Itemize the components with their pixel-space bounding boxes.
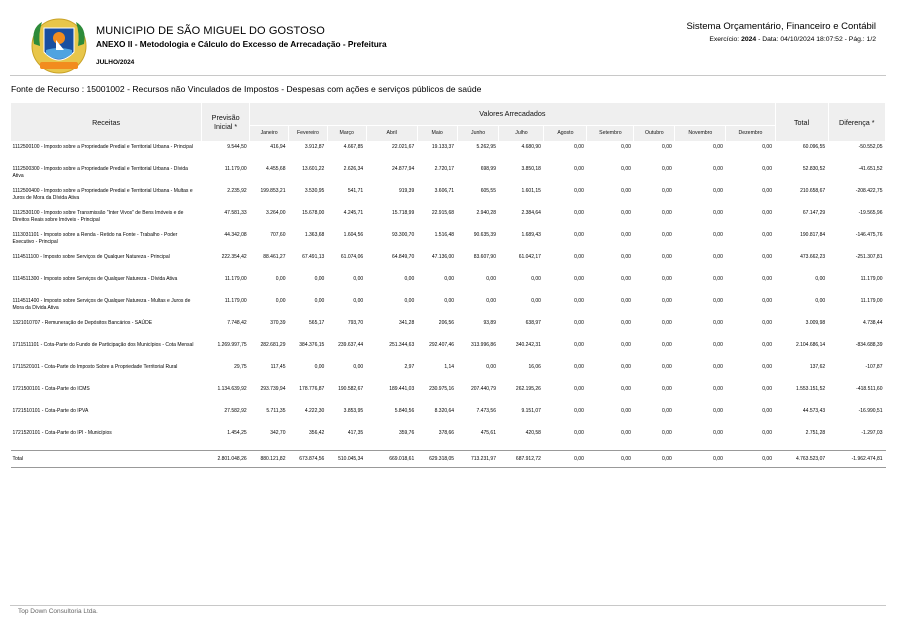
month-value: 0,00 — [762, 276, 772, 282]
month-value: 707,60 — [270, 232, 286, 238]
month-value: 0,00 — [713, 232, 723, 238]
month-value: 0,00 — [762, 232, 772, 238]
month-value: 0,00 — [574, 276, 584, 282]
diferenca-value: -16.990,51 — [858, 408, 883, 414]
col-month: Outubro — [634, 125, 675, 141]
month-value: 0,00 — [662, 144, 672, 150]
month-value: 1,14 — [444, 364, 455, 370]
data-label: - Data: — [758, 36, 779, 43]
col-total: Total — [775, 103, 828, 142]
month-value: 0,00 — [486, 276, 496, 282]
month-value: 340.242,31 — [515, 342, 541, 348]
col-month: Junho — [457, 125, 499, 141]
month-value: 206,56 — [438, 320, 455, 326]
month-value: 0,00 — [574, 188, 584, 194]
month-value: 239.637,44 — [338, 342, 364, 348]
month-value: 0,00 — [762, 342, 772, 348]
month-value: 4.680,90 — [521, 144, 541, 150]
footer-company: Top Down Consultoria Ltda. — [18, 608, 98, 615]
month-value: 1.604,56 — [343, 232, 364, 238]
month-value: 4.667,85 — [343, 144, 364, 150]
month-value: 3.606,71 — [434, 188, 455, 194]
month-value: 16,06 — [528, 364, 541, 370]
month-value: 0,00 — [662, 232, 672, 238]
month-value: 0,00 — [621, 364, 631, 370]
month-value: 0,00 — [621, 342, 631, 348]
diferenca-value: 4.738,44 — [863, 320, 883, 326]
table-row — [11, 428, 886, 451]
total-value: 4.763.523,07 — [775, 451, 828, 468]
month-value: 342,70 — [270, 430, 286, 436]
receita-description: 1721520101 - Cota-Parte do IPI - Municípios — [12, 430, 112, 436]
month-value: 565,17 — [309, 320, 325, 326]
month-value: 698,99 — [480, 166, 496, 172]
month-value: 0,00 — [713, 342, 723, 348]
total-value: 3.009,98 — [805, 320, 826, 326]
revenue-table — [10, 102, 886, 468]
diferenca-value: -107,87 — [865, 364, 883, 370]
col-month: Julho — [499, 125, 544, 141]
previsao-inicial-value: 11.179,00 — [224, 298, 247, 304]
month-value: 47.136,00 — [431, 254, 455, 260]
report-date: 04/10/2024 18:07:52 — [780, 36, 843, 43]
col-month: Fevereiro — [288, 125, 327, 141]
month-value: 7.473,56 — [476, 408, 496, 414]
month-value: 0,00 — [662, 430, 672, 436]
month-value: 0,00 — [574, 232, 584, 238]
month-value: 230.975,16 — [429, 386, 455, 392]
month-value: 0,00 — [675, 451, 726, 468]
month-value: 0,00 — [444, 298, 455, 304]
month-value: 384.376,15 — [299, 342, 325, 348]
month-value: 0,00 — [713, 430, 723, 436]
diferenca-value: 11.179,00 — [860, 298, 883, 304]
total-row — [11, 451, 886, 468]
previsao-inicial-value: 47.581,33 — [224, 210, 247, 216]
month-value: 605,55 — [480, 188, 496, 194]
month-value: 356,42 — [309, 430, 325, 436]
month-value: 262.195,26 — [515, 386, 541, 392]
system-name: Sistema Orçamentário, Financeiro e Contábil — [686, 21, 876, 32]
month-value: 207.440,79 — [470, 386, 496, 392]
month-value: 189.441,03 — [389, 386, 415, 392]
month-value: 3.530,95 — [304, 188, 325, 194]
month-value: 0,00 — [713, 408, 723, 414]
month-value: 0,00 — [762, 408, 772, 414]
receita-description: 1114511100 - Imposto sobre Serviços de Qualquer Natureza - Principal — [12, 254, 170, 260]
month-value: 0,00 — [662, 364, 672, 370]
month-value: 341,28 — [398, 320, 415, 326]
receita-description: 1113031101 - Imposto sobre a Renda - Retido na Fonte - Trabalho - Poder Executivo - Principal — [12, 232, 178, 245]
month-value: 313.996,86 — [470, 342, 496, 348]
month-value: 0,00 — [713, 166, 723, 172]
total-value: 44.573,43 — [802, 408, 826, 414]
table-row — [11, 362, 886, 384]
month-value: 0,00 — [662, 254, 672, 260]
month-value: 293.739,94 — [260, 386, 286, 392]
month-value: 0,00 — [762, 298, 772, 304]
month-value: 0,00 — [621, 188, 631, 194]
month-value: 880.121,82 — [250, 451, 289, 468]
month-value: 919,39 — [398, 188, 415, 194]
month-value: 541,71 — [347, 188, 364, 194]
month-value: 416,94 — [270, 144, 286, 150]
fonte-de-recurso: Fonte de Recurso : 15001002 - Recursos não Vinculados de Impostos - Despesas com ações e serviços públicos de saúde — [11, 84, 482, 94]
receita-description: 1112500100 - Imposto sobre a Propriedade Predial e Territorial Urbana - Principal — [12, 144, 193, 150]
month-value: 673.874,56 — [288, 451, 327, 468]
month-value: 117,45 — [270, 364, 286, 370]
month-value: 420,58 — [525, 430, 541, 436]
month-value: 475,61 — [480, 430, 496, 436]
col-month: Maio — [417, 125, 457, 141]
month-value: 0,00 — [662, 320, 672, 326]
month-value: 0,00 — [621, 386, 631, 392]
month-value: 199.853,21 — [260, 188, 286, 194]
month-value: 0,00 — [353, 298, 364, 304]
month-value: 0,00 — [662, 386, 672, 392]
month-value: 0,00 — [762, 364, 772, 370]
municipal-coat-of-arms-logo — [28, 16, 90, 76]
month-value: 0,00 — [621, 320, 631, 326]
month-value: 0,00 — [726, 451, 775, 468]
month-value: 378,66 — [438, 430, 455, 436]
month-value: 0,00 — [762, 144, 772, 150]
month-value: 61.074,06 — [340, 254, 364, 260]
month-value: 292.407,46 — [429, 342, 455, 348]
month-value: 0,00 — [404, 276, 415, 282]
total-value: 52.830,52 — [802, 166, 826, 172]
col-month: Abril — [366, 125, 417, 141]
month-value: 0,00 — [713, 386, 723, 392]
month-value: 793,70 — [347, 320, 364, 326]
col-month: Setembro — [587, 125, 634, 141]
table-row — [11, 208, 886, 230]
month-value: 0,00 — [713, 254, 723, 260]
receita-description: 1711520101 - Cota-Parte do Imposto Sobre a Propriedade Territorial Rural — [12, 364, 178, 370]
page-number: - Pág.: 1/2 — [844, 36, 876, 43]
month-value: 0,00 — [621, 408, 631, 414]
month-value: 5.840,56 — [394, 408, 415, 414]
month-value: 0,00 — [544, 451, 587, 468]
month-value: 22.021,67 — [391, 144, 415, 150]
month-value: 0,00 — [574, 210, 584, 216]
diferenca-value: -834.688,39 — [855, 342, 883, 348]
total-value: 210.658,67 — [800, 188, 826, 194]
table-row — [11, 296, 886, 318]
month-value: 0,00 — [574, 408, 584, 414]
month-value: 0,00 — [713, 210, 723, 216]
total-value: 473.662,23 — [800, 254, 826, 260]
diferenca-value: -19.565,96 — [858, 210, 883, 216]
month-value: 282.681,29 — [260, 342, 286, 348]
month-value: 2,97 — [404, 364, 415, 370]
table-row — [11, 230, 886, 252]
month-value: 13.601,22 — [302, 166, 325, 172]
receita-description: 1721510101 - Cota-Parte do IPVA — [12, 408, 89, 414]
month-value: 3.912,87 — [304, 144, 325, 150]
month-value: 3.853,95 — [343, 408, 364, 414]
col-receitas: Receitas — [11, 103, 202, 142]
total-value: 67.147,29 — [802, 210, 826, 216]
exercicio-label: Exercício: — [709, 36, 740, 43]
col-month: Novembro — [675, 125, 726, 141]
table-row — [11, 406, 886, 428]
month-value: 0,00 — [621, 166, 631, 172]
month-value: 0,00 — [314, 364, 325, 370]
month-value: 0,00 — [662, 210, 672, 216]
month-value: 638,97 — [525, 320, 541, 326]
table-row — [11, 340, 886, 362]
previsao-inicial-value: 9.544,50 — [227, 144, 247, 150]
total-value: 2.104.686,14 — [795, 342, 826, 348]
municipality-name: MUNICIPIO DE SÃO MIGUEL DO GOSTOSO — [96, 25, 325, 37]
diferenca-value: -418.511,60 — [856, 386, 883, 392]
month-value: 190.582,67 — [338, 386, 364, 392]
receita-description: 1112530100 - Imposto sobre Transmissão "Inter Vivos" de Bens Imóveis e de Direitos Reais sobre Imóveis - Principal — [12, 210, 184, 223]
month-value: 687.912,72 — [499, 451, 544, 468]
previsao-inicial-value: 7.748,42 — [227, 320, 247, 326]
month-value: 0,00 — [662, 298, 672, 304]
month-value: 0,00 — [574, 430, 584, 436]
col-diferenca: Diferença * — [828, 103, 885, 142]
report-title: ANEXO II - Metodologia e Cálculo do Excesso de Arrecadação - Prefeitura — [96, 39, 387, 49]
month-value: 0,00 — [314, 298, 325, 304]
diferenca-value: -208.422,75 — [855, 188, 883, 194]
month-value: 0,00 — [444, 276, 455, 282]
receita-description: Total — [11, 451, 202, 468]
previsao-inicial-value: 11.179,00 — [224, 276, 247, 282]
month-value: 19.133,37 — [431, 144, 455, 150]
total-value: 190.817,84 — [800, 232, 826, 238]
month-value: 0,00 — [531, 276, 541, 282]
report-info — [709, 36, 876, 43]
month-value: 0,00 — [621, 210, 631, 216]
col-month: Dezembro — [726, 125, 775, 141]
month-value: 1.516,48 — [434, 232, 455, 238]
month-value: 0,00 — [762, 386, 772, 392]
diferenca-value: -1.297,03 — [861, 430, 883, 436]
footer-divider — [10, 605, 886, 606]
month-value: 713.231,97 — [457, 451, 499, 468]
month-value: 24.877,94 — [391, 166, 415, 172]
previsao-inicial-value: 29,75 — [234, 364, 247, 370]
receita-description: 1721500101 - Cota-Parte do ICMS — [12, 386, 90, 392]
month-value: 0,00 — [314, 276, 325, 282]
month-value: 1.689,43 — [521, 232, 541, 238]
month-value: 0,00 — [621, 276, 631, 282]
month-value: 178.776,87 — [299, 386, 325, 392]
month-value: 2.720,17 — [434, 166, 455, 172]
previsao-inicial-value: 1.134.639,92 — [217, 386, 247, 392]
month-value: 0,00 — [662, 342, 672, 348]
month-value: 0,00 — [574, 298, 584, 304]
table-row — [11, 384, 886, 406]
month-value: 0,00 — [531, 298, 541, 304]
receita-description: 1114511400 - Imposto sobre Serviços de Qualquer Natureza - Multas e Juros de Mora da Dívida Ativa — [12, 298, 191, 311]
total-value: 1.553.151,52 — [795, 386, 826, 392]
col-month: Março — [327, 125, 366, 141]
month-value: 0,00 — [621, 232, 631, 238]
month-value: 93,89 — [483, 320, 496, 326]
month-value: 0,00 — [762, 166, 772, 172]
table-row — [11, 186, 886, 208]
receita-description: 1112500400 - Imposto sobre a Propriedade Predial e Territorial Urbana - Multas e Juros de Mora da Dívida Ativa — [12, 188, 193, 201]
total-value: 0,00 — [815, 276, 826, 282]
report-period: JULHO/2024 — [96, 59, 135, 66]
month-value: 88.461,27 — [263, 254, 286, 260]
month-value: 15.678,00 — [302, 210, 325, 216]
month-value: 0,00 — [486, 364, 496, 370]
table-row — [11, 318, 886, 340]
col-valores-arrecadados: Valores Arrecadados — [250, 103, 775, 126]
month-value: 0,00 — [762, 320, 772, 326]
month-value: 0,00 — [662, 408, 672, 414]
exercicio-value: 2024 — [741, 36, 757, 43]
month-value: 0,00 — [574, 254, 584, 260]
diferenca-value: -1.962.474,81 — [828, 451, 885, 468]
month-value: 8.320,64 — [434, 408, 455, 414]
month-value: 0,00 — [587, 451, 634, 468]
month-value: 669.018,61 — [366, 451, 417, 468]
month-value: 4.222,30 — [304, 408, 325, 414]
month-value: 15.718,99 — [391, 210, 415, 216]
table-row — [11, 142, 886, 165]
month-value: 1.601,15 — [521, 188, 541, 194]
table-row — [11, 164, 886, 186]
month-value: 510.045,34 — [327, 451, 366, 468]
receita-description: 1321010707 - Remuneração de Depósitos Bancários - SAÚDE — [12, 320, 153, 326]
month-value: 0,00 — [662, 276, 672, 282]
month-value: 0,00 — [621, 430, 631, 436]
month-value: 0,00 — [713, 364, 723, 370]
month-value: 0,00 — [762, 254, 772, 260]
total-value: 2.751,28 — [805, 430, 826, 436]
month-value: 0,00 — [762, 210, 772, 216]
month-value: 0,00 — [486, 298, 496, 304]
month-value: 370,39 — [270, 320, 286, 326]
month-value: 0,00 — [353, 364, 364, 370]
month-value: 3.850,18 — [521, 166, 541, 172]
previsao-inicial-value: 1.454,25 — [227, 430, 247, 436]
previsao-inicial-value: 11.179,00 — [224, 166, 247, 172]
month-value: 359,76 — [398, 430, 415, 436]
month-value: 0,00 — [662, 188, 672, 194]
month-value: 0,00 — [574, 166, 584, 172]
col-previsao-inicial: Previsão Inicial * — [202, 103, 250, 142]
table-row — [11, 274, 886, 296]
month-value: 5.711,35 — [266, 408, 286, 414]
month-value: 4.455,68 — [266, 166, 286, 172]
month-value: 0,00 — [713, 298, 723, 304]
previsao-inicial-value: 1.269.997,75 — [217, 342, 247, 348]
month-value: 67.491,13 — [302, 254, 325, 260]
month-value: 251.344,63 — [389, 342, 415, 348]
month-value: 0,00 — [713, 144, 723, 150]
month-value: 0,00 — [713, 276, 723, 282]
diferenca-value: -50.552,05 — [858, 144, 883, 150]
month-value: 0,00 — [404, 298, 415, 304]
month-value: 417,35 — [347, 430, 364, 436]
month-value: 1.363,68 — [304, 232, 325, 238]
month-value: 64.849,70 — [391, 254, 415, 260]
month-value: 0,00 — [621, 254, 631, 260]
month-value: 629.318,05 — [417, 451, 457, 468]
month-value: 0,00 — [621, 144, 631, 150]
month-value: 93.300,70 — [391, 232, 415, 238]
month-value: 83.607,90 — [473, 254, 496, 260]
receita-description: 1114511300 - Imposto sobre Serviços de Qualquer Natureza - Dívida Ativa — [12, 276, 178, 282]
month-value: 0,00 — [353, 276, 364, 282]
previsao-inicial-value: 2.235,92 — [227, 188, 247, 194]
month-value: 9.151,07 — [521, 408, 541, 414]
col-month: Agosto — [544, 125, 587, 141]
month-value: 0,00 — [713, 320, 723, 326]
month-value: 0,00 — [574, 386, 584, 392]
total-value: 60.096,55 — [802, 144, 826, 150]
col-month: Janeiro — [250, 125, 289, 141]
header-divider — [10, 75, 886, 76]
diferenca-value: -41.651,52 — [858, 166, 883, 172]
month-value: 61.042,17 — [518, 254, 541, 260]
month-value: 0,00 — [662, 166, 672, 172]
diferenca-value: -146.475,76 — [855, 232, 883, 238]
month-value: 22.915,68 — [431, 210, 455, 216]
month-value: 0,00 — [275, 298, 286, 304]
previsao-inicial-value: 222.354,42 — [221, 254, 247, 260]
month-value: 3.264,00 — [266, 210, 286, 216]
month-value: 0,00 — [574, 320, 584, 326]
diferenca-value: 11.179,00 — [860, 276, 883, 282]
month-value: 2.626,34 — [343, 166, 364, 172]
month-value: 0,00 — [634, 451, 675, 468]
month-value: 0,00 — [275, 276, 286, 282]
month-value: 0,00 — [621, 298, 631, 304]
month-value: 4.245,71 — [343, 210, 364, 216]
month-value: 0,00 — [574, 364, 584, 370]
previsao-inicial-value: 2.801.048,26 — [202, 451, 250, 468]
receita-description: 1711511101 - Cota-Parte do Fundo de Participação dos Municípios - Cota Mensal — [12, 342, 194, 348]
previsao-inicial-value: 27.582,92 — [224, 408, 247, 414]
previsao-inicial-value: 44.342,08 — [224, 232, 247, 238]
total-value: 137,62 — [809, 364, 826, 370]
month-value: 0,00 — [574, 144, 584, 150]
month-value: 0,00 — [762, 430, 772, 436]
month-value: 0,00 — [713, 188, 723, 194]
diferenca-value: -251.307,81 — [855, 254, 883, 260]
table-row — [11, 252, 886, 274]
month-value: 0,00 — [574, 342, 584, 348]
receita-description: 1112500300 - Imposto sobre a Propriedade Predial e Territorial Urbana - Dívida Ativa — [12, 166, 188, 179]
month-value: 2.940,28 — [476, 210, 496, 216]
month-value: 90.635,39 — [473, 232, 496, 238]
month-value: 0,00 — [762, 188, 772, 194]
month-value: 5.262,95 — [476, 144, 496, 150]
month-value: 2.384,64 — [521, 210, 541, 216]
total-value: 0,00 — [815, 298, 826, 304]
